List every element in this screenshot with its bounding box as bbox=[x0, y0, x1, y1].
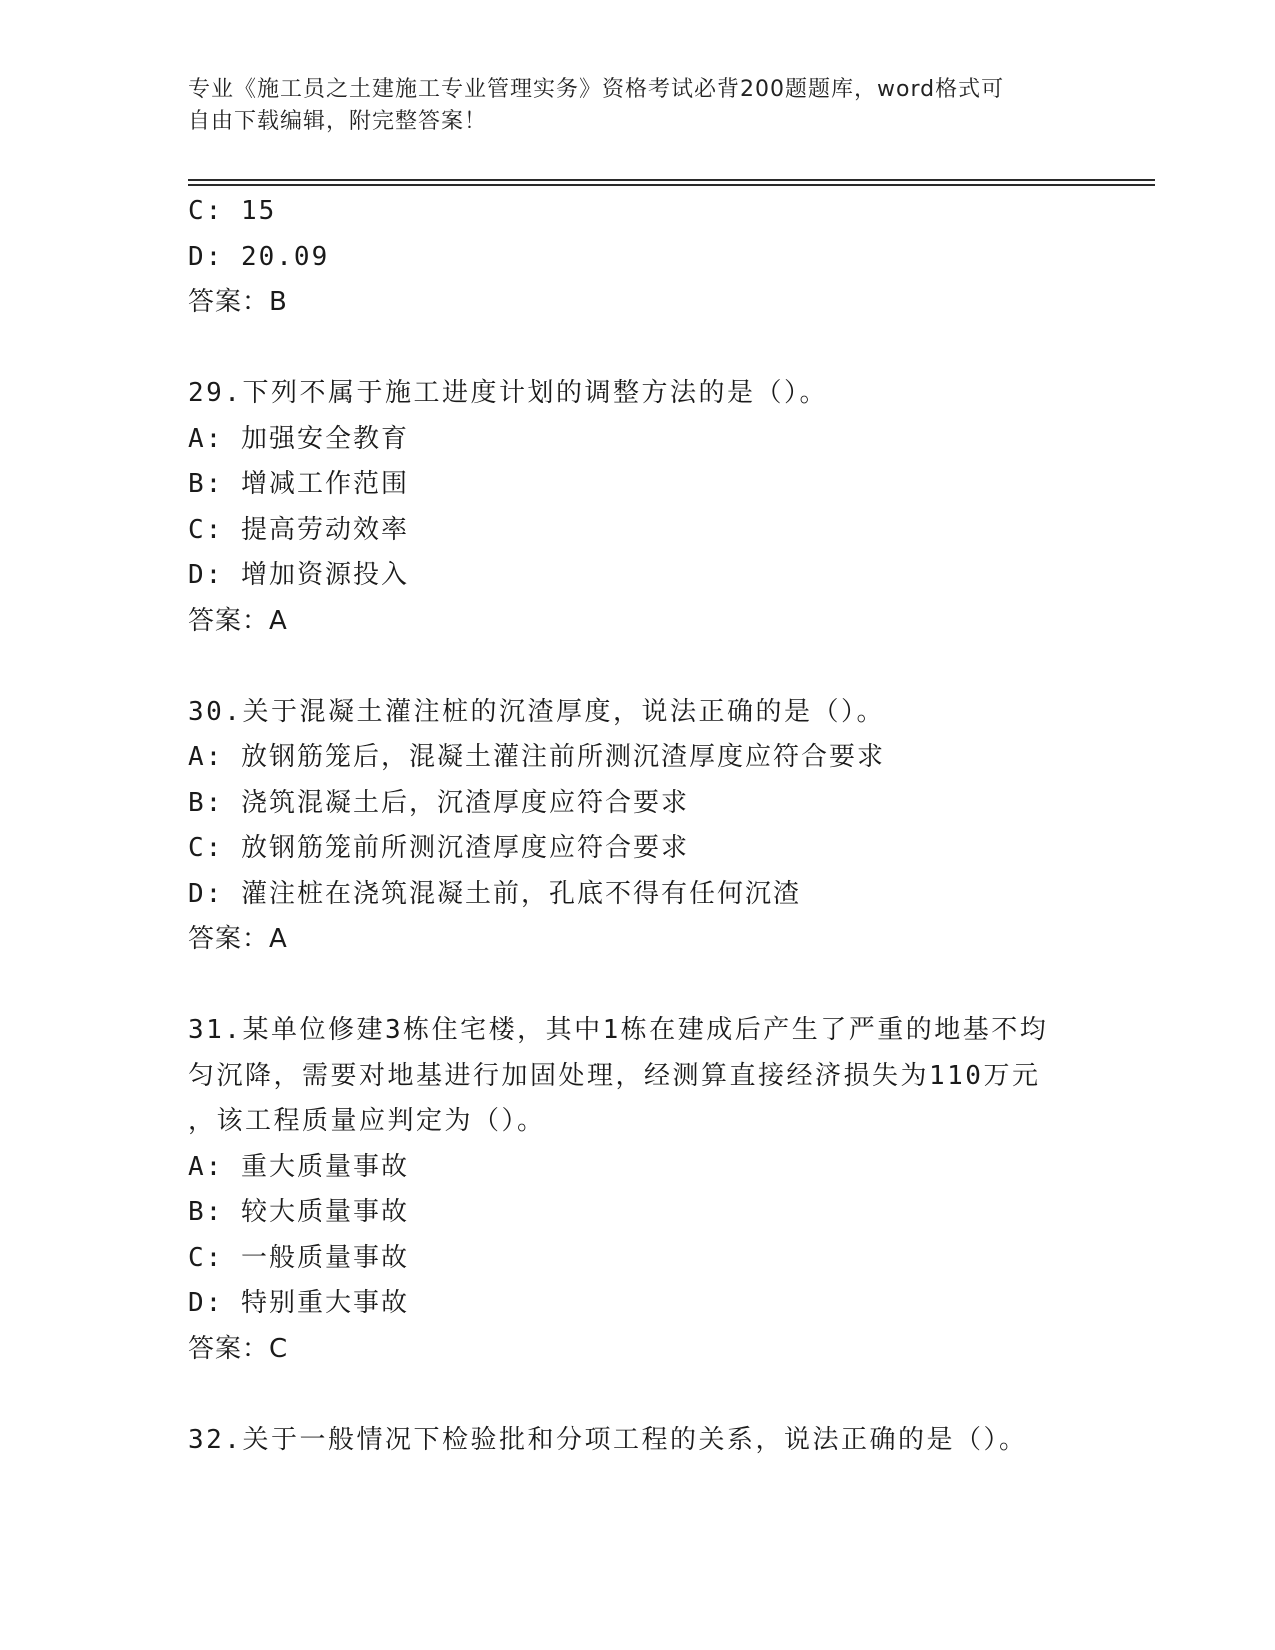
question-stem-line-1: 31.某单位修建3栋住宅楼，其中1栋在建成后产生了严重的地基不均 bbox=[188, 1015, 1049, 1045]
question-stem-line-3: ，该工程质量应判定为（）。 bbox=[188, 1106, 546, 1136]
option-a: A: 加强安全教育 bbox=[188, 423, 409, 454]
answer-text: 答案：C bbox=[188, 1333, 289, 1364]
option-c: C: 放钢筋笼前所测沉渣厚度应符合要求 bbox=[188, 833, 689, 863]
header-rule-bottom bbox=[188, 184, 1155, 186]
question-content bbox=[188, 189, 1088, 1463]
question-stem-line-2: 匀沉降，需要对地基进行加固处理，经测算直接经济损失为110万元 bbox=[188, 1060, 1041, 1091]
spacer bbox=[188, 326, 1088, 372]
document-header bbox=[188, 74, 1088, 138]
option-a: A: 放钢筋笼后，混凝土灌注前所测沉渣厚度应符合要求 bbox=[188, 742, 885, 772]
spacer bbox=[188, 963, 1088, 1009]
spacer bbox=[188, 1372, 1088, 1418]
option-a: A: 重大质量事故 bbox=[188, 1151, 409, 1182]
question-30 bbox=[188, 690, 1088, 963]
spacer bbox=[188, 644, 1088, 690]
answer-text: 答案：B bbox=[188, 287, 288, 317]
header-rule-top bbox=[188, 179, 1155, 181]
answer-text: 答案：A bbox=[188, 924, 288, 954]
option-b: B: 增减工作范围 bbox=[188, 469, 409, 499]
header-line-1: 专业《施工员之土建施工专业管理实务》资格考试必背200题题库，word格式可 bbox=[188, 77, 1005, 102]
option-b: B: 较大质量事故 bbox=[188, 1197, 409, 1227]
question-stem: 32.关于一般情况下检验批和分项工程的关系，说法正确的是（）。 bbox=[188, 1424, 1028, 1455]
option-d: D: 增加资源投入 bbox=[188, 560, 409, 590]
header-line-2: 自由下载编辑，附完整答案！ bbox=[188, 109, 488, 134]
option-b: B: 浇筑混凝土后，沉渣厚度应符合要求 bbox=[188, 787, 689, 818]
answer-text: 答案：A bbox=[188, 605, 288, 636]
option-c: C: 15 bbox=[188, 196, 277, 226]
option-c: C: 一般质量事故 bbox=[188, 1242, 409, 1273]
option-d: D: 特别重大事故 bbox=[188, 1288, 409, 1318]
question-29 bbox=[188, 371, 1088, 644]
question-stem: 30.关于混凝土灌注桩的沉渣厚度，说法正确的是（）。 bbox=[188, 696, 885, 727]
question-31 bbox=[188, 1008, 1088, 1372]
question-32 bbox=[188, 1418, 1088, 1464]
question-28-tail bbox=[188, 189, 1088, 326]
option-c: C: 提高劳动效率 bbox=[188, 514, 409, 545]
option-d: D: 灌注桩在浇筑混凝土前，孔底不得有任何沉渣 bbox=[188, 878, 801, 909]
option-d: D: 20.09 bbox=[188, 241, 330, 272]
question-stem: 29.下列不属于施工进度计划的调整方法的是（）。 bbox=[188, 378, 828, 408]
